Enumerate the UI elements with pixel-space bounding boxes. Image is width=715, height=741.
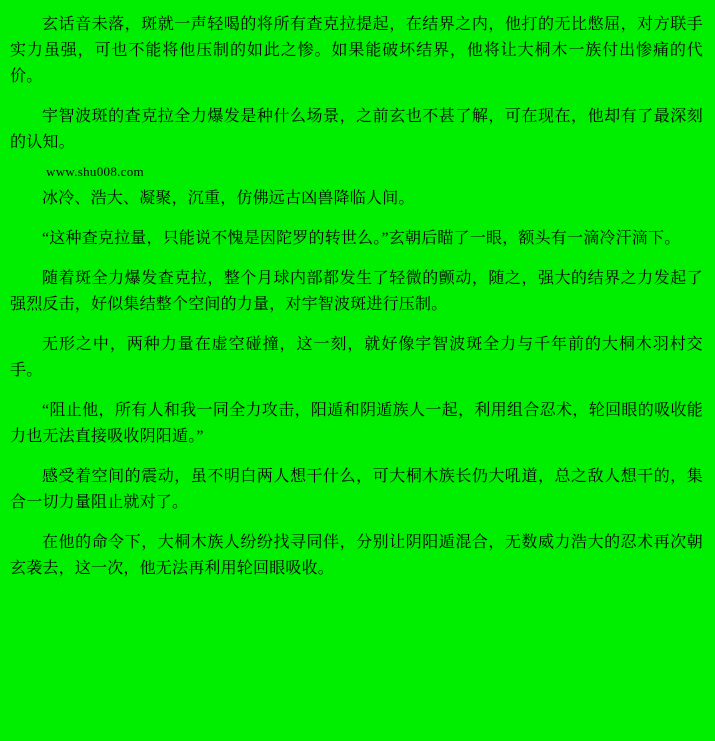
paragraph: 玄话音未落，斑就一声轻喝的将所有查克拉提起，在结界之内，他打的无比憋屈，对方联手实力虽强，可也不能将他压制的如此之惨。如果能破坏结界，他将让大桐木一族付出惨痛的代价。: [10, 16, 703, 85]
paragraph: 随着斑全力爆发查克拉，整个月球内部都发生了轻微的颤动，随之，强大的结界之力发起了强烈反击，好似集结整个空间的力量，对宇智波斑进行压制。: [10, 270, 703, 313]
paragraph: 在他的命令下，大桐木族人纷纷找寻同伴，分别让阴阳遁混合，无数威力浩大的忍术再次朝玄袭去，这一次，他无法再利用轮回眼吸收。: [10, 534, 703, 577]
paragraph: 感受着空间的震动，虽不明白两人想干什么，可大桐木族长仍大吼道，总之敌人想干的，集合一切力量阻止就对了。: [10, 468, 703, 511]
paragraph: “阻止他，所有人和我一同全力攻击，阳遁和阴遁族人一起，利用组合忍术，轮回眼的吸收能力也无法直接吸收阴阳遁。”: [10, 402, 703, 445]
paragraph: 宇智波斑的查克拉全力爆发是种什么场景，之前玄也不甚了解，可在现在，他却有了最深刻的认知。: [10, 108, 703, 151]
paragraph: 无形之中，两种力量在虚空碰撞，这一刻，就好像宇智波斑全力与千年前的大桐木羽村交手。: [10, 336, 703, 379]
paragraph: “这种查克拉量，只能说不愧是因陀罗的转世么。”玄朝后瞄了一眼，额头有一滴冷汗滴下。: [42, 230, 681, 247]
paragraph: 冰冷、浩大、凝聚，沉重，仿佛远古凶兽降临人间。: [42, 190, 415, 207]
site-watermark: www.shu008.com: [46, 164, 144, 179]
